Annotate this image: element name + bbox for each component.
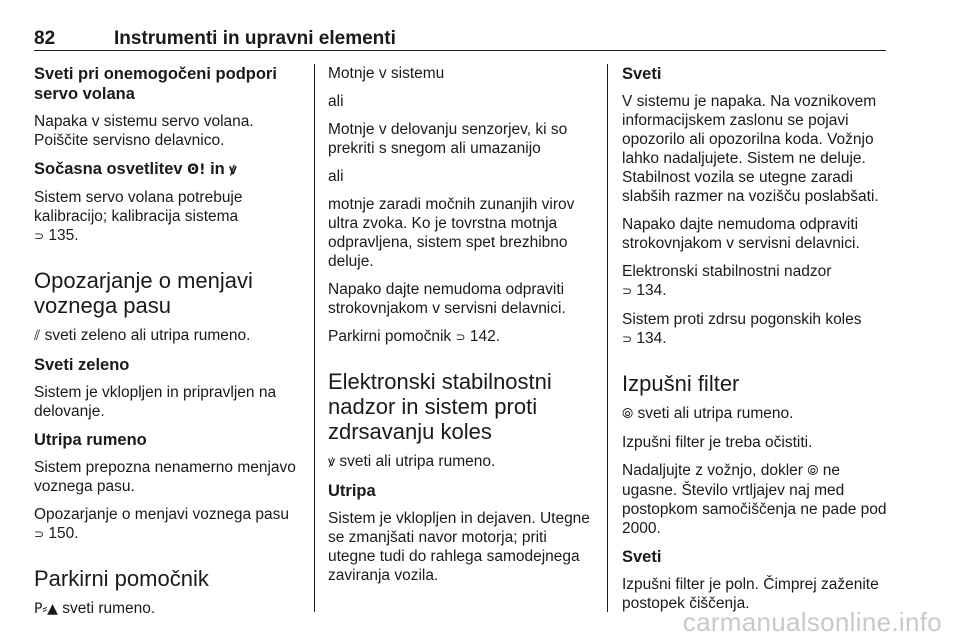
steering-warning-icon: Ꙩ! bbox=[187, 162, 206, 178]
paragraph: P⸗▲ sveti rumeno. bbox=[34, 600, 156, 617]
paragraph: Sistem proti zdrsu pogonskih koles ⊃ 134. bbox=[622, 311, 862, 347]
heading-esc: Elektronski stabilnostni nadzor in sistem proti zdrsavanju koles bbox=[328, 369, 552, 444]
paragraph: V sistemu je napaka. Na voznikovem informacijskem zaslonu se pojavi opozorilo ali opozorilna koda. Vožnjo lahko nadaljujete. Sistem ne deluje. Stabilnost vozila se utegne zaradi slabših razmer na vozišču poslabšati. bbox=[622, 93, 879, 205]
watermark: carmanualsonline.info bbox=[682, 607, 942, 637]
paragraph: Napako dajte nemudoma odpraviti strokovnjakom v servisni delavnici. bbox=[328, 281, 566, 317]
paragraph: ⫽ sveti zeleno ali utripa rumeno. bbox=[34, 327, 251, 344]
paragraph: Parkirni pomočnik ⊃ 142. bbox=[328, 328, 501, 345]
section-title-flashing: Utripa bbox=[328, 482, 376, 500]
paragraph: Izpušni filter je treba očistiti. bbox=[622, 434, 813, 451]
esc-icon: ꝟ bbox=[229, 162, 237, 178]
page-ref-arrow-icon: ⊃ bbox=[34, 229, 45, 243]
paragraph: Elektronski stabilnostni nadzor ⊃ 134. bbox=[622, 263, 832, 299]
paragraph: Motnje v delovanju senzorjev, ki so prekriti s snegom ali umazanijo bbox=[328, 121, 568, 157]
paragraph: Izpušni filter je poln. Čimprej zaženite postopek čiščenja. bbox=[622, 576, 879, 612]
running-title: Instrumenti in upravni elementi bbox=[114, 28, 396, 49]
section-title-green: Sveti zeleno bbox=[34, 356, 130, 374]
paragraph: Napako dajte nemudoma odpraviti strokovnjakom v servisni delavnici. bbox=[622, 216, 860, 252]
paragraph: ali bbox=[328, 93, 344, 110]
page-ref[interactable]: 150. bbox=[48, 525, 79, 542]
page-number: 82 bbox=[34, 28, 56, 49]
heading-lane-departure: Opozarjanje o menjavi voznega pasu bbox=[34, 268, 253, 318]
page-ref-arrow-icon: ⊃ bbox=[622, 332, 633, 346]
heading-exhaust-filter: Izpušni filter bbox=[622, 371, 740, 396]
paragraph: motnje zaradi močnih zunanjih virov ultra zvoka. Ko je tovrstna motnja odpravljena, sistem spet brezhibno deluje. bbox=[328, 196, 575, 270]
paragraph: Sistem je vklopljen in dejaven. Utegne se zmanjšati navor motorja; priti utegne tudi do rahlega samodejnega zaviranja vozila. bbox=[328, 510, 590, 584]
section-title-steering-disabled: Sveti pri onemogočeni podpori servo volana bbox=[34, 65, 277, 103]
page-ref[interactable]: 134. bbox=[636, 330, 667, 347]
page-ref[interactable]: 134. bbox=[636, 282, 667, 299]
exhaust-filter-icon: ⦾ bbox=[807, 463, 819, 479]
page-ref-arrow-icon: ⊃ bbox=[622, 284, 633, 298]
park-assist-icon: P⸗▲ bbox=[34, 601, 58, 617]
page-ref-arrow-icon: ⊃ bbox=[455, 330, 466, 344]
esc-icon: ꝟ bbox=[328, 454, 336, 470]
paragraph: Sistem je vklopljen in pripravljen na delovanje. bbox=[34, 384, 277, 420]
paragraph: Sistem servo volana potrebuje kalibracijo; kalibracija sistema ⊃ 135. bbox=[34, 189, 243, 244]
paragraph: Napaka v sistemu servo volana. Poiščite servisno delavnico. bbox=[34, 113, 254, 149]
page-header bbox=[34, 22, 886, 51]
section-title-illuminated-2: Sveti bbox=[622, 548, 662, 566]
paragraph: ⦾ sveti ali utripa rumeno. bbox=[622, 405, 794, 422]
column-divider-2 bbox=[607, 64, 608, 612]
page-ref-arrow-icon: ⊃ bbox=[34, 527, 45, 541]
paragraph: Sistem prepozna nenamerno menjavo voznega pasu. bbox=[34, 459, 296, 495]
page-ref[interactable]: 142. bbox=[469, 328, 501, 345]
paragraph: Opozarjanje o menjavi voznega pasu ⊃ 150. bbox=[34, 506, 290, 542]
lane-departure-icon: ⫽ bbox=[34, 328, 41, 344]
section-title-amber: Utripa rumeno bbox=[34, 431, 147, 449]
paragraph: Motnje v sistemu bbox=[328, 65, 445, 82]
page-ref[interactable]: 135. bbox=[48, 227, 79, 244]
section-title-simultaneous: Sočasna osvetlitev Ꙩ! in ꝟ bbox=[34, 160, 237, 178]
column-3 bbox=[622, 64, 890, 622]
paragraph: ali bbox=[328, 168, 344, 185]
column-divider-1 bbox=[314, 64, 315, 612]
exhaust-filter-icon: ⦾ bbox=[622, 406, 634, 422]
column-2 bbox=[328, 64, 594, 594]
heading-park-assist: Parkirni pomočnik bbox=[34, 566, 209, 591]
column-1 bbox=[34, 64, 306, 628]
paragraph: ꝟ sveti ali utripa rumeno. bbox=[328, 453, 496, 470]
section-title-illuminated: Sveti bbox=[622, 65, 662, 83]
paragraph: Nadaljujte z vožnjo, dokler ⦾ ne ugasne. Število vrtljajev naj med postopkom samočiščenja ne pade pod 2000. bbox=[622, 462, 887, 537]
